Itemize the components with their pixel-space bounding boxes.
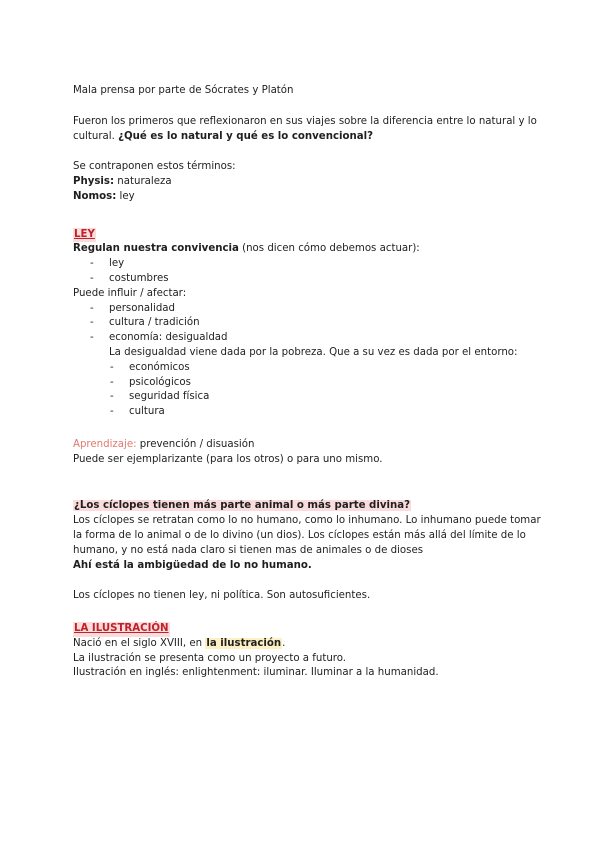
- desigualdad-line: La desigualdad viene dada por la pobreza. Que a su vez es dada por el entorno:: [109, 346, 518, 358]
- ciclopes-question-line: [73, 499, 543, 514]
- physis-label: Physis:: [73, 176, 115, 188]
- ley-heading-line: [73, 228, 543, 243]
- list-item: - ley: [73, 257, 543, 272]
- ejemplarizante-line: Puede ser ejemplarizante (para los otros) o para uno mismo.: [73, 453, 383, 465]
- document-content: [73, 84, 543, 681]
- regulan-list: [73, 257, 543, 287]
- entorno-list: [73, 361, 543, 420]
- no-ley-line: Los cíclopes no tienen ley, ni política. Son autosuficientes.: [73, 590, 371, 602]
- nomos-label: Nomos:: [73, 190, 117, 202]
- list-item: - psicológicos: [73, 376, 543, 391]
- nacio-line: [73, 637, 543, 652]
- aprendizaje-value: prevención / disuasión: [136, 438, 255, 450]
- list-item: - económicos: [73, 361, 543, 376]
- intro-question: ¿Qué es lo natural y qué es lo convencional?: [118, 130, 373, 142]
- list-item: - seguridad física: [73, 390, 543, 405]
- regulan-rest: (nos dicen cómo debemos actuar):: [238, 243, 420, 255]
- aprendizaje-line: [73, 438, 543, 453]
- physis-line: [73, 175, 543, 190]
- list-item: - cultura: [73, 405, 543, 420]
- intro-paragraph-text: Fueron los primeros que reflexionaron en sus viajes sobre la diferencia entre lo natural y lo cultural.: [73, 115, 537, 142]
- ciclopes-question: ¿Los cíclopes tienen más parte animal o más parte divina?: [74, 500, 410, 512]
- list-item: - personalidad: [73, 302, 543, 317]
- aprendizaje-label: Aprendizaje:: [73, 438, 137, 450]
- regulan-bold: Regulan nuestra convivencia: [73, 243, 239, 255]
- ingles-line: Ilustración en inglés: enlightenment: iluminar. Iluminar a la humanidad.: [73, 667, 439, 679]
- regulan-line: [73, 242, 543, 257]
- nacio-end: .: [282, 637, 286, 649]
- ilustracion-heading-line: [73, 622, 543, 637]
- nomos-line: [73, 190, 543, 205]
- ciclopes-text: Los cíclopes se retratan como lo no humano, como lo inhumano. Lo inhumano puede tomar la forma de lo animal o de lo divino (un dios). Los cíclopes están más allá del límite de lo humano, y no está nada claro si tienen mas de animales o de dioses: [73, 515, 541, 556]
- influir-line: Puede influir / afectar:: [73, 287, 187, 299]
- ley-heading: LEY: [73, 228, 96, 243]
- list-item: - costumbres: [73, 272, 543, 287]
- nacio-text: Nació en el siglo XVIII, en: [73, 637, 206, 649]
- list-item: - cultura / tradición: [73, 316, 543, 331]
- physis-value: naturaleza: [114, 176, 172, 188]
- ilustracion-heading: LA ILUSTRACIÓN: [73, 622, 170, 637]
- proyecto-line: La ilustración se presenta como un proyecto a futuro.: [73, 652, 347, 664]
- list-item: - economía: desigualdad: [73, 331, 543, 346]
- ambiguedad-text: Ahí está la ambigüedad de lo no humano.: [73, 559, 312, 571]
- ilustracion-highlight: la ilustración: [206, 637, 282, 649]
- influir-list: [73, 302, 543, 346]
- nomos-value: ley: [116, 190, 135, 202]
- intro-title: Mala prensa por parte de Sócrates y Platón: [73, 85, 294, 96]
- contrast-line: Se contraponen estos términos:: [73, 161, 236, 173]
- ambiguedad-line: [73, 559, 543, 574]
- intro-paragraph: [73, 115, 543, 145]
